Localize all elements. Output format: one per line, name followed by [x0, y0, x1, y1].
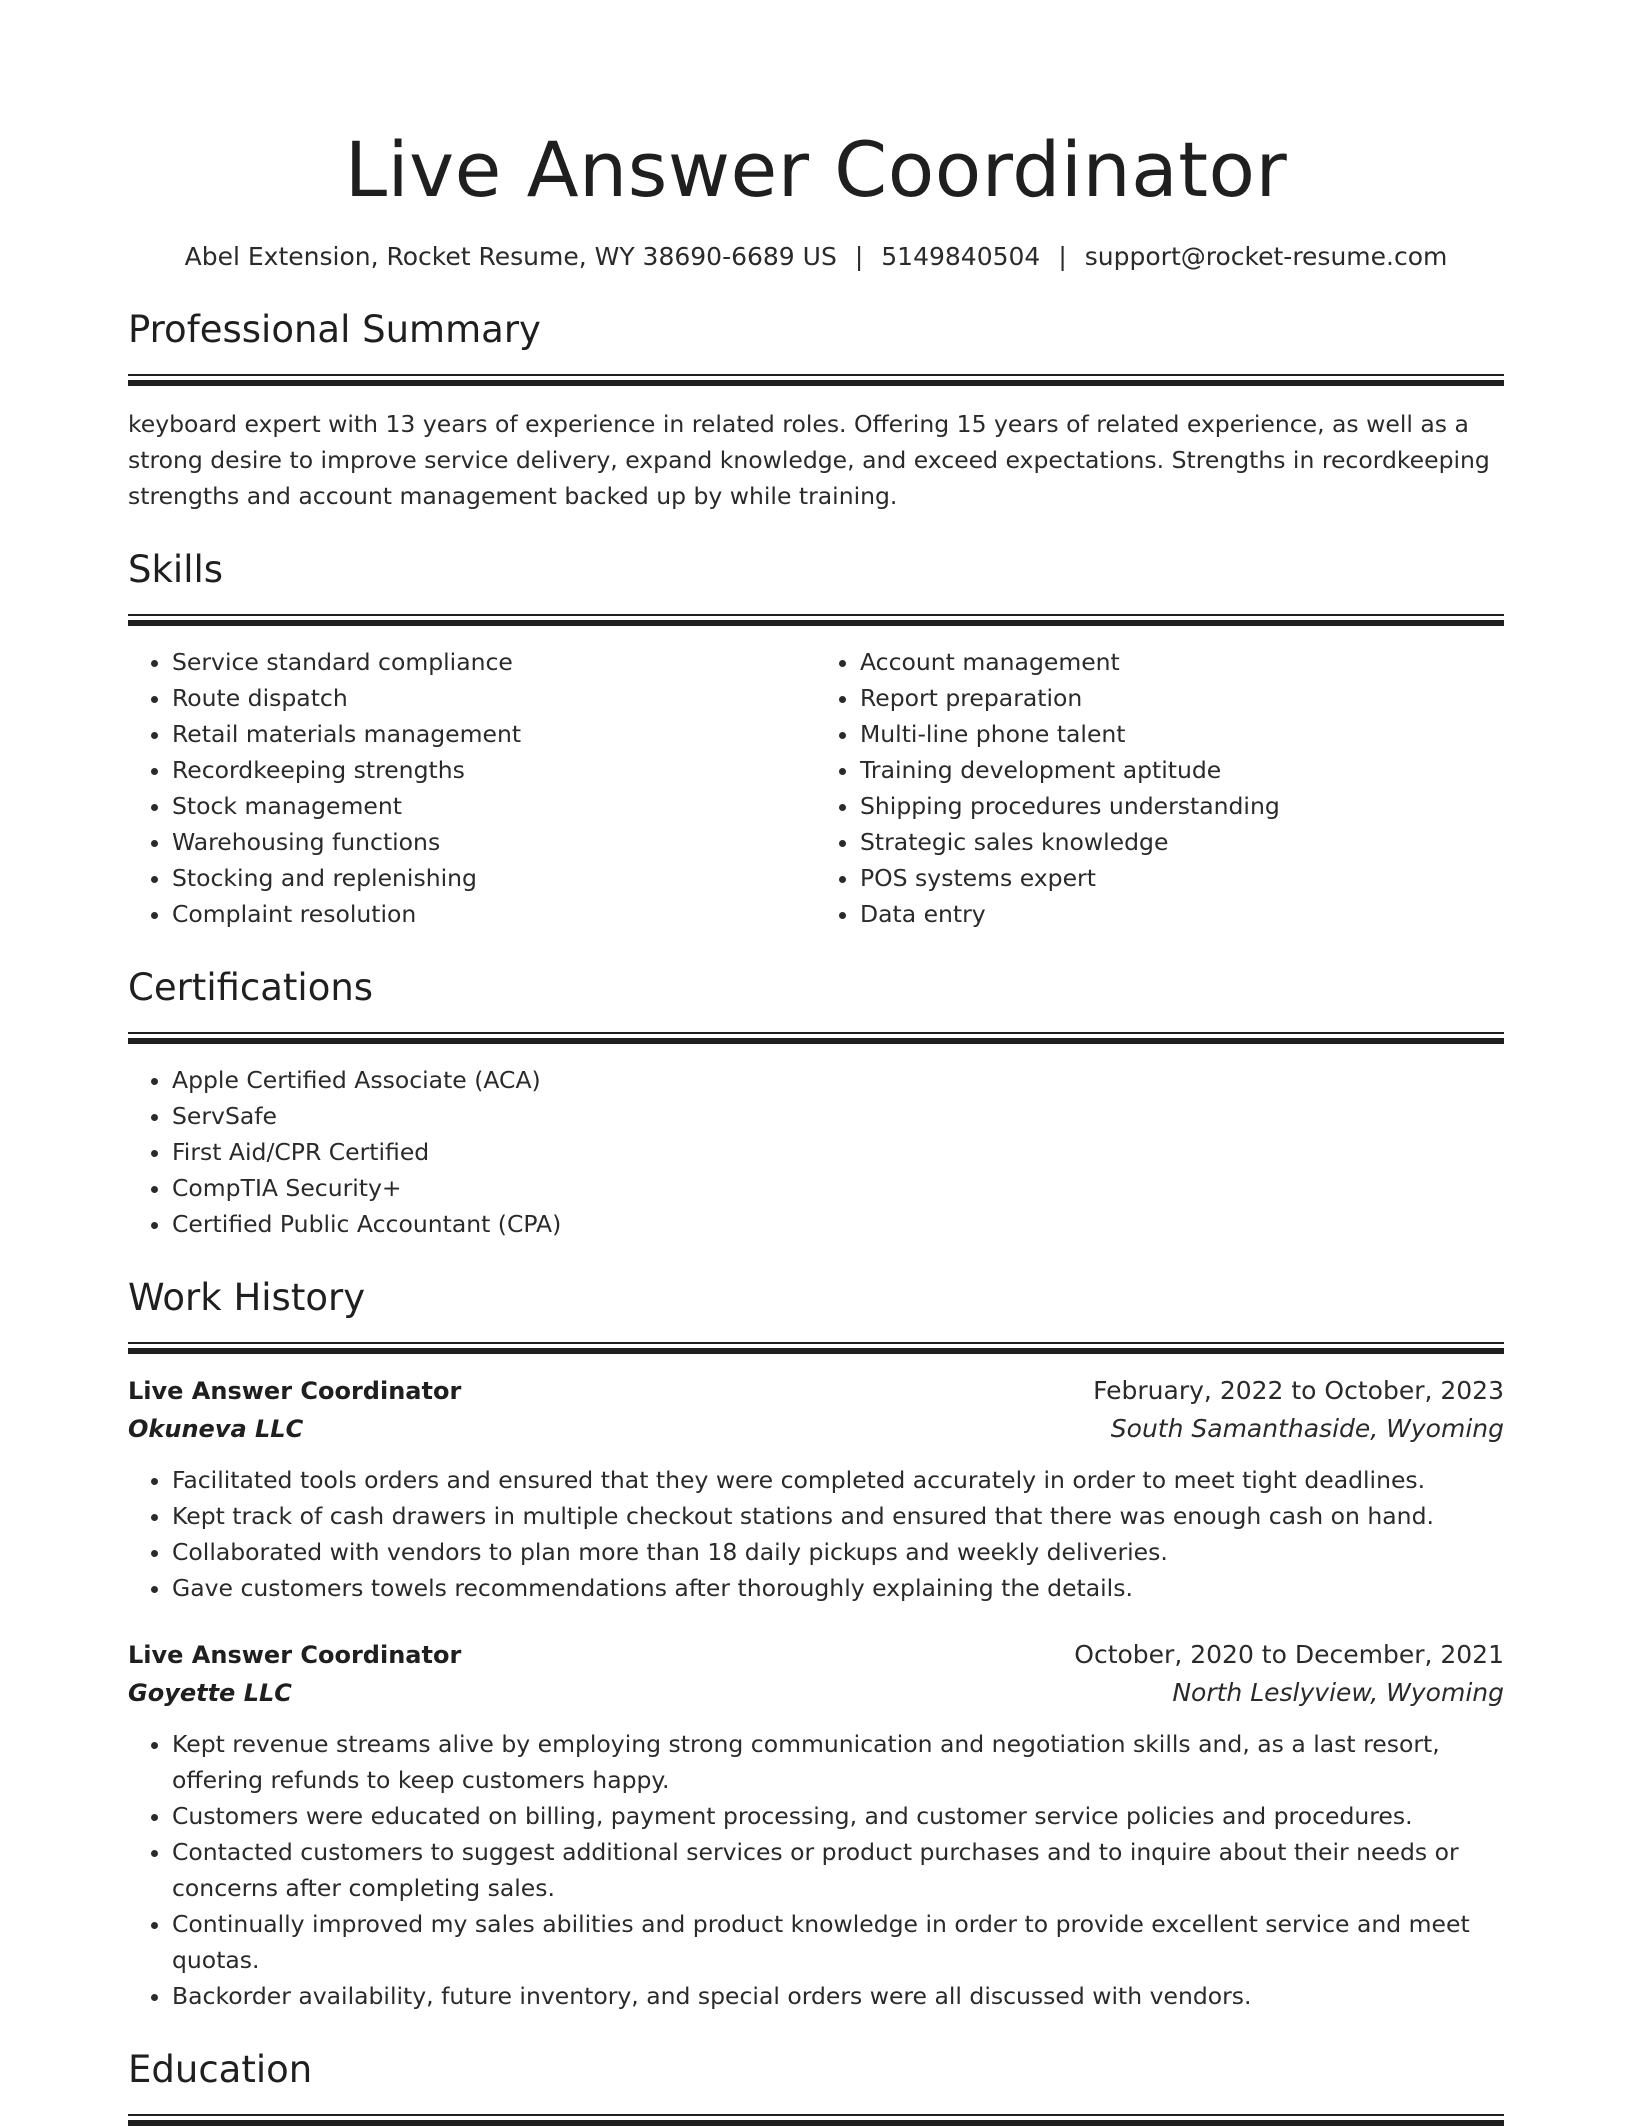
job-header-row	[128, 1372, 1504, 1410]
certifications-section	[128, 964, 1504, 1242]
certification-item: • Apple Certified Associate (ACA)	[172, 1062, 1504, 1098]
job-bullet: • Facilitated tools orders and ensured that they were completed accurately in order to meet tight deadlines.	[172, 1462, 1504, 1498]
job-title: Live Answer Coordinator	[128, 1641, 462, 1669]
job-location: North Leslyview, Wyoming	[1172, 1678, 1504, 1707]
job-entry	[128, 1636, 1504, 2014]
skills-columns	[128, 644, 1504, 932]
skills-list-left	[128, 644, 816, 932]
education-section	[128, 2046, 1504, 2126]
skills-section	[128, 546, 1504, 932]
section-divider	[128, 1032, 1504, 1044]
skill-item: • Report preparation	[860, 680, 1504, 716]
summary-section	[128, 306, 1504, 514]
job-bullet: • Contacted customers to suggest additional services or product purchases and to inquire about their needs or concerns after completing sales.	[172, 1834, 1504, 1906]
job-company: Okuneva LLC	[128, 1415, 304, 1443]
job-bullet: • Backorder availability, future inventory, and special orders were all discussed with vendors.	[172, 1978, 1504, 2014]
contact-email[interactable]: support@rocket-resume.com	[1084, 242, 1448, 271]
job-bullet: • Collaborated with vendors to plan more than 18 daily pickups and weekly deliveries.	[172, 1534, 1504, 1570]
job-title: Live Answer Coordinator	[128, 1377, 462, 1405]
section-divider	[128, 374, 1504, 386]
job-company-row	[128, 1674, 1504, 1712]
skill-item: • Complaint resolution	[172, 896, 816, 932]
section-divider	[128, 2114, 1504, 2126]
contact-phone: 5149840504	[881, 242, 1041, 271]
job-bullets	[128, 1726, 1504, 2014]
contact-line	[128, 240, 1504, 274]
skill-item: • POS systems expert	[860, 860, 1504, 896]
job-dates: October, 2020 to December, 2021	[1074, 1640, 1504, 1669]
certification-item: • First Aid/CPR Certified	[172, 1134, 1504, 1170]
skill-item: • Strategic sales knowledge	[860, 824, 1504, 860]
skills-list-right	[816, 644, 1504, 932]
section-title-summary: Professional Summary	[128, 308, 541, 351]
job-bullet: • Kept revenue streams alive by employing strong communication and negotiation skills and, as a last resort, offering refunds to keep customers happy.	[172, 1726, 1504, 1798]
job-entry	[128, 1372, 1504, 1606]
section-title-education: Education	[128, 2048, 313, 2091]
certifications-list	[128, 1062, 1504, 1242]
job-bullet: • Gave customers towels recommendations after thoroughly explaining the details.	[172, 1570, 1504, 1606]
certification-item: • CompTIA Security+	[172, 1170, 1504, 1206]
contact-separator: |	[854, 242, 864, 271]
section-title-certifications: Certifications	[128, 966, 374, 1009]
job-header-row	[128, 1636, 1504, 1674]
skill-item: • Account management	[860, 644, 1504, 680]
job-company: Goyette LLC	[128, 1679, 292, 1707]
skill-item: • Warehousing functions	[172, 824, 816, 860]
skill-item: • Route dispatch	[172, 680, 816, 716]
skill-item: • Retail materials management	[172, 716, 816, 752]
skill-item: • Training development aptitude	[860, 752, 1504, 788]
work-history-section	[128, 1274, 1504, 2014]
job-dates: February, 2022 to October, 2023	[1093, 1376, 1504, 1405]
skill-item: • Stock management	[172, 788, 816, 824]
job-bullet: • Kept track of cash drawers in multiple checkout stations and ensured that there was enough cash on hand.	[172, 1498, 1504, 1534]
job-location: South Samanthaside, Wyoming	[1110, 1414, 1504, 1443]
job-bullet: • Customers were educated on billing, payment processing, and customer service policies and procedures.	[172, 1798, 1504, 1834]
summary-text: keyboard expert with 13 years of experience in related roles. Offering 15 years of related experience, as well as a strong desire to improve service delivery, expand knowledge, and exceed expectations. Strengths in recordkeeping strengths and account management backed up by while training.	[128, 410, 1490, 510]
skill-item: • Service standard compliance	[172, 644, 816, 680]
contact-address: Abel Extension, Rocket Resume, WY 38690-6689 US	[184, 242, 837, 271]
job-bullets	[128, 1462, 1504, 1606]
section-divider	[128, 614, 1504, 626]
section-title-work-history: Work History	[128, 1276, 366, 1319]
section-title-skills: Skills	[128, 548, 224, 591]
job-company-row	[128, 1410, 1504, 1448]
resume-page	[128, 0, 1504, 2126]
contact-separator: |	[1058, 242, 1067, 271]
skill-item: • Stocking and replenishing	[172, 860, 816, 896]
skill-item: • Data entry	[860, 896, 1504, 932]
certification-item: • ServSafe	[172, 1098, 1504, 1134]
section-divider	[128, 1342, 1504, 1354]
certification-item: • Certified Public Accountant (CPA)	[172, 1206, 1504, 1242]
skill-item: • Multi-line phone talent	[860, 716, 1504, 752]
skill-item: • Shipping procedures understanding	[860, 788, 1504, 824]
skill-item: • Recordkeeping strengths	[172, 752, 816, 788]
job-bullet: • Continually improved my sales abilities and product knowledge in order to provide excellent service and meet quotas.	[172, 1906, 1504, 1978]
resume-name: Live Answer Coordinator	[344, 125, 1288, 214]
